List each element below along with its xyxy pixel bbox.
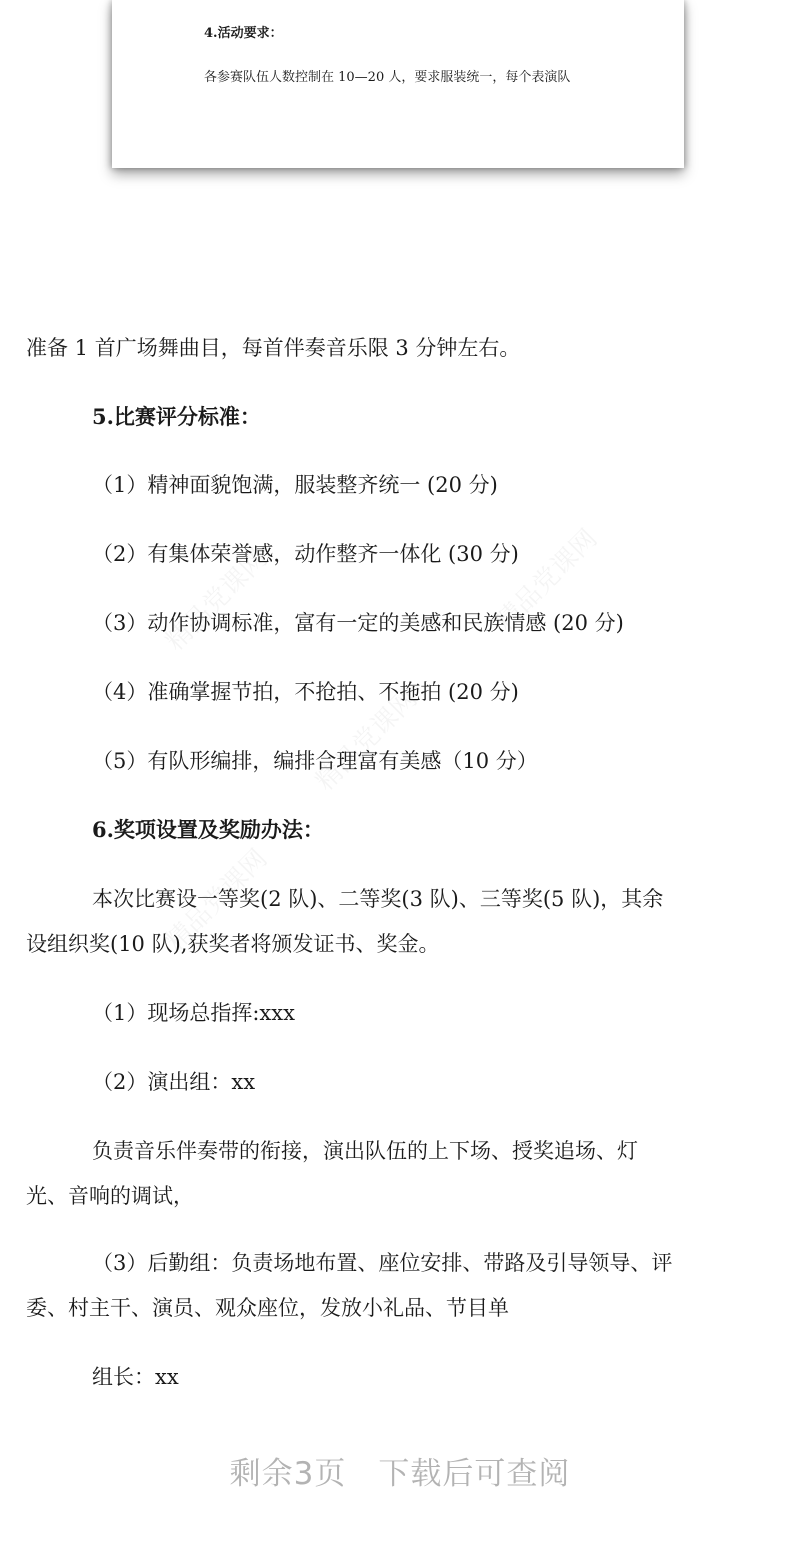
document-page-preview	[112, 0, 684, 168]
criteria-item-3: （3）动作协调标准，富有一定的美感和民族情感 (20 分)	[92, 611, 624, 635]
awards-text-line-2: 设组织奖(10 队),获奖者将颁发证书、奖金。	[26, 932, 440, 956]
section-6-title: 6.奖项设置及奖励办法：	[92, 817, 324, 842]
criteria-item-4: （4）准确掌握节拍，不抢拍、不拖拍 (20 分)	[92, 680, 519, 704]
remaining-pages-download-link[interactable]: 剩余3页 下载后可查阅	[229, 1456, 571, 1492]
duty-text-line-1: 负责音乐伴奏带的衔接，演出队伍的上下场、授奖追场、灯	[92, 1139, 638, 1163]
logistics-text-line-2: 委、村主干、演员、观众座位，发放小礼品、节目单	[26, 1296, 509, 1320]
performance-group-line: （2）演出组：xx	[92, 1070, 256, 1094]
commander-line: （1）现场总指挥:xxx	[92, 1001, 295, 1025]
criteria-item-5: （5）有队形编排，编排合理富有美感（10 分）	[92, 749, 538, 773]
criteria-item-2: （2）有集体荣誉感，动作整齐一体化 (30 分)	[92, 542, 519, 566]
continuation-text: 准备 1 首广场舞曲目，每首伴奏音乐限 3 分钟左右。	[26, 336, 521, 360]
criteria-item-1: （1）精神面貌饱满，服装整齐统一 (20 分)	[92, 473, 498, 497]
leader-line: 组长：xx	[92, 1365, 179, 1389]
preview-heading: 4.活动要求：	[204, 26, 283, 41]
logistics-text-line-1: （3）后勤组：负责场地布置、座位安排、带路及引导领导、评	[92, 1251, 673, 1275]
duty-text-line-2: 光、音响的调试，	[26, 1184, 194, 1208]
section-5-title: 5.比赛评分标准：	[92, 404, 261, 429]
preview-text: 各参赛队伍人数控制在 10—20 人，要求服装统一，每个表演队	[204, 70, 571, 85]
awards-text-line-1: 本次比赛设一等奖(2 队)、二等奖(3 队)、三等奖(5 队)，其余	[92, 887, 664, 911]
